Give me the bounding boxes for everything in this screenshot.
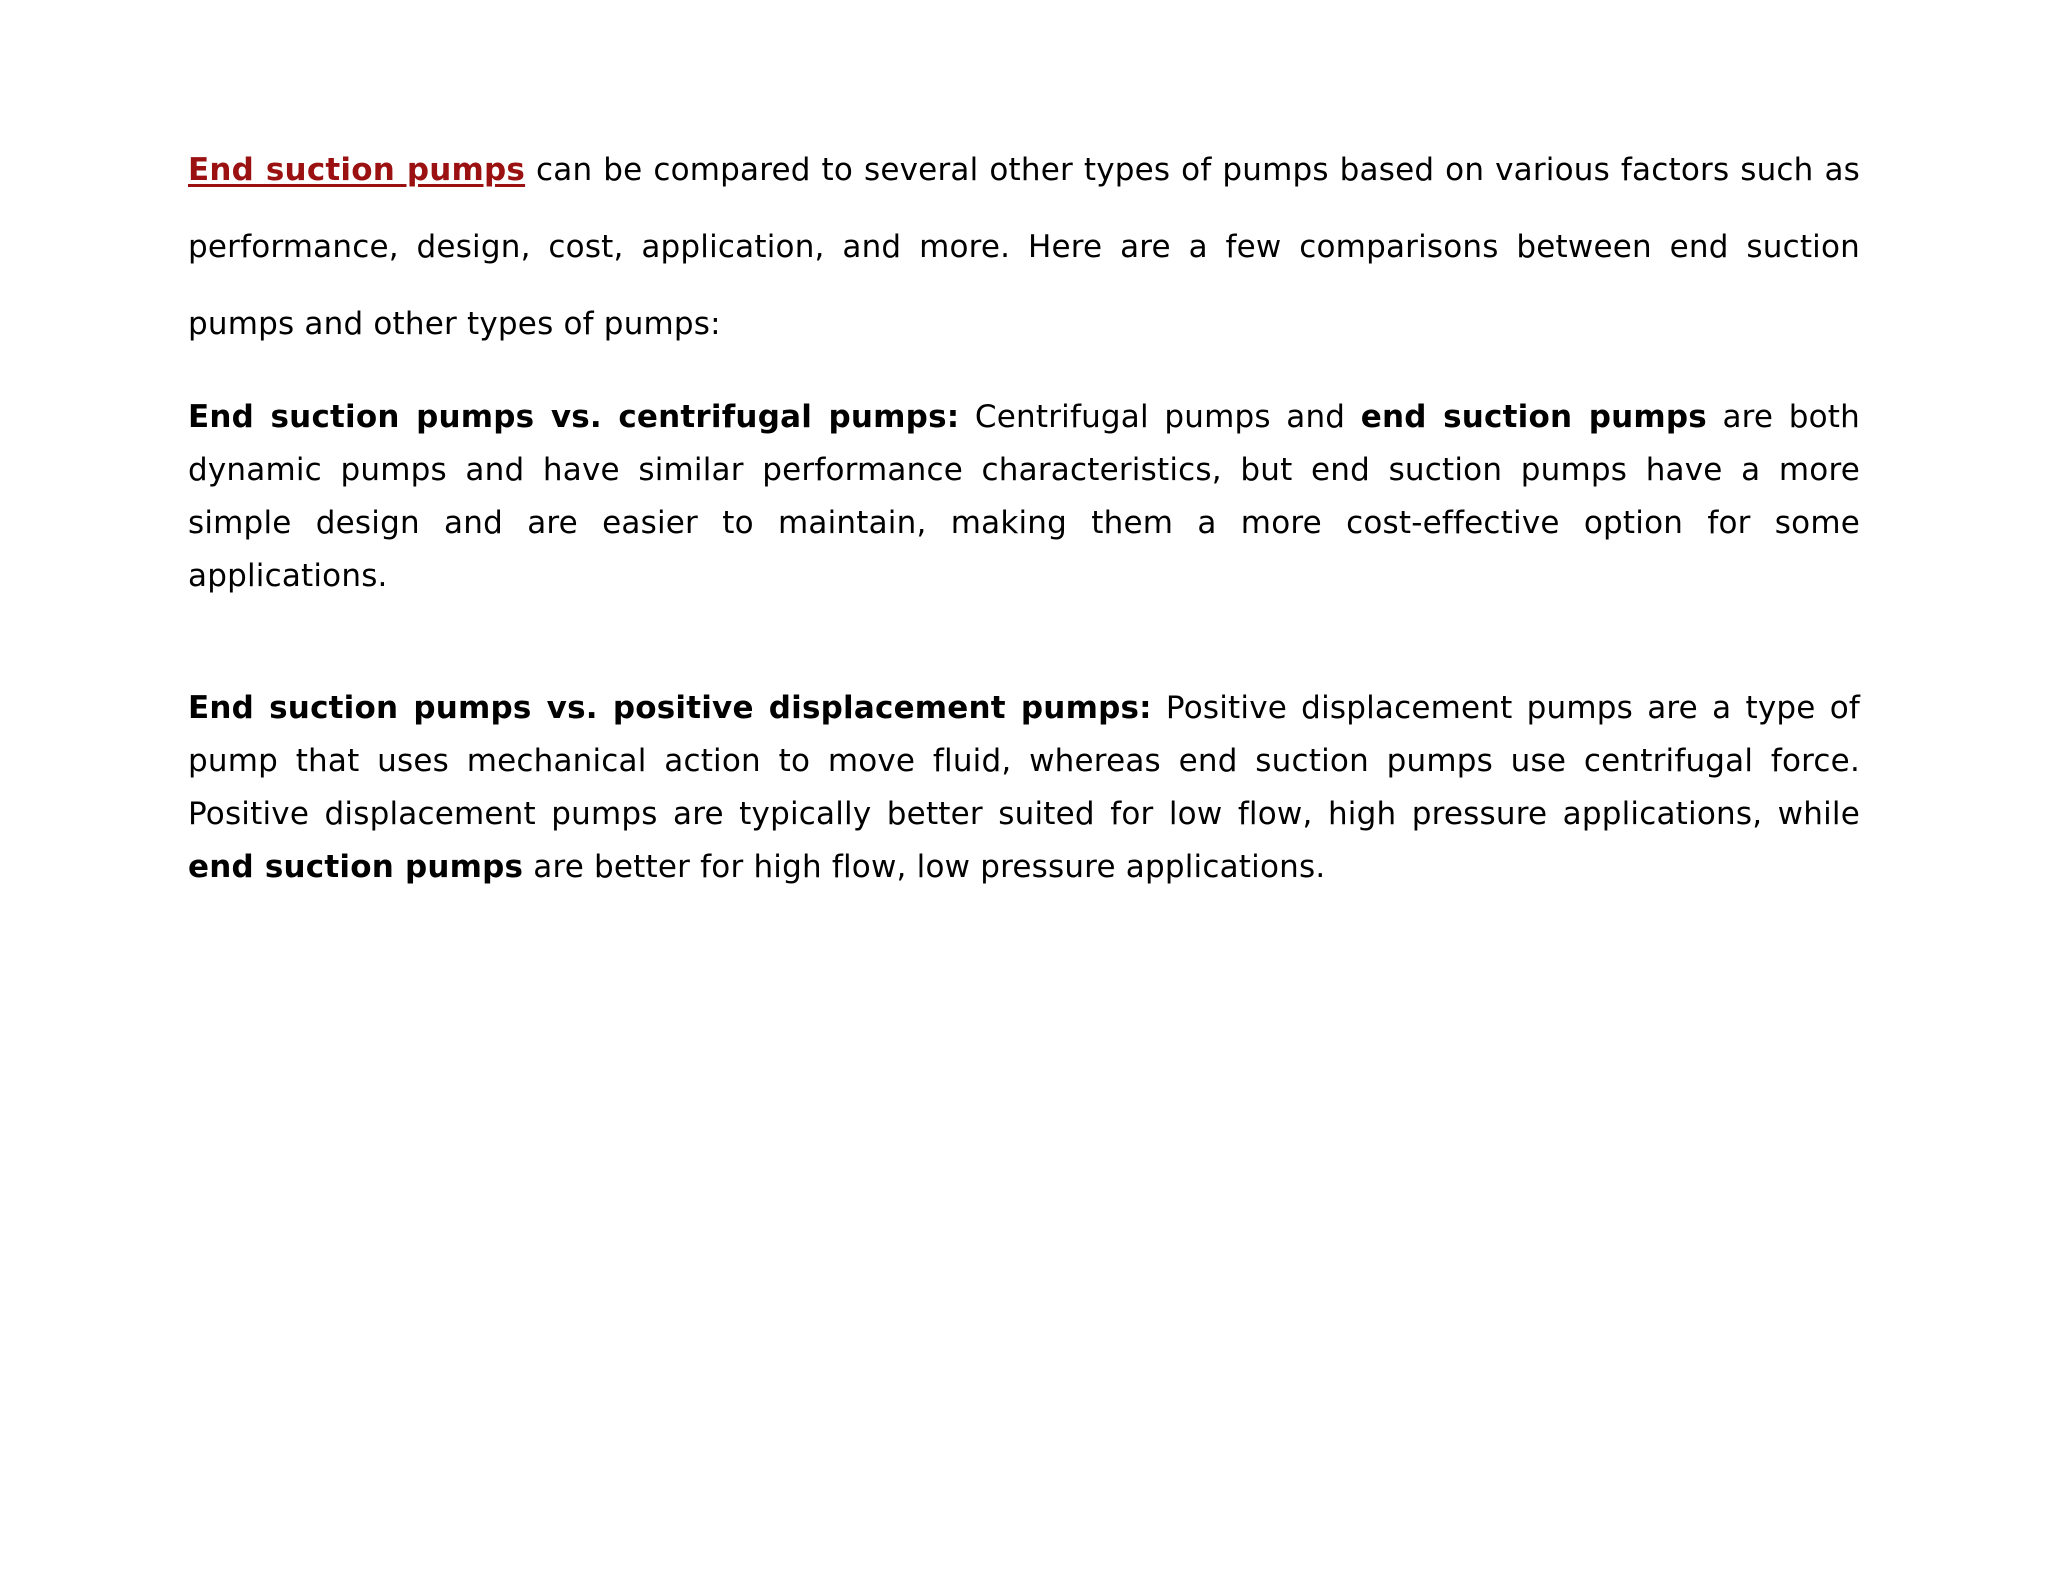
end-suction-pumps-link[interactable]: End suction pumps (188, 152, 526, 188)
comparison-text-before: Positive displacement pumps are a type of pump that uses mechanical action to move fluid, whereas end suction pumps use centrifugal force. Positive displacement pumps are typically better suited for low flow, high pressure applications, while (188, 690, 1860, 832)
comparison-bold-term: end suction pumps (188, 849, 524, 885)
document-page (188, 132, 1860, 894)
comparison-heading-centrifugal: End suction pumps vs. centrifugal pumps: (188, 399, 960, 435)
intro-text: can be compared to several other types of pumps based on various factors such as performance, design, cost, application, and more. Here are a few comparisons between end suction pumps and other types of pumps: (188, 152, 1860, 342)
intro-paragraph (188, 132, 1860, 363)
comparison-bold-term: end suction pumps (1360, 399, 1707, 435)
comparison-paragraph-positive-displacement (188, 682, 1860, 894)
comparison-text-before: Centrifugal pumps and (959, 399, 1361, 435)
comparison-text-after: are better for high flow, low pressure applications. (523, 849, 1326, 885)
comparison-heading-positive-displacement: End suction pumps vs. positive displacement pumps: (188, 690, 1152, 726)
comparison-text-after: are both dynamic pumps and have similar performance characteristics, but end suction pumps have a more simple design and are easier to maintain, making them a more cost-effective option for some applications. (188, 399, 1861, 594)
comparison-paragraph-centrifugal (188, 391, 1860, 603)
